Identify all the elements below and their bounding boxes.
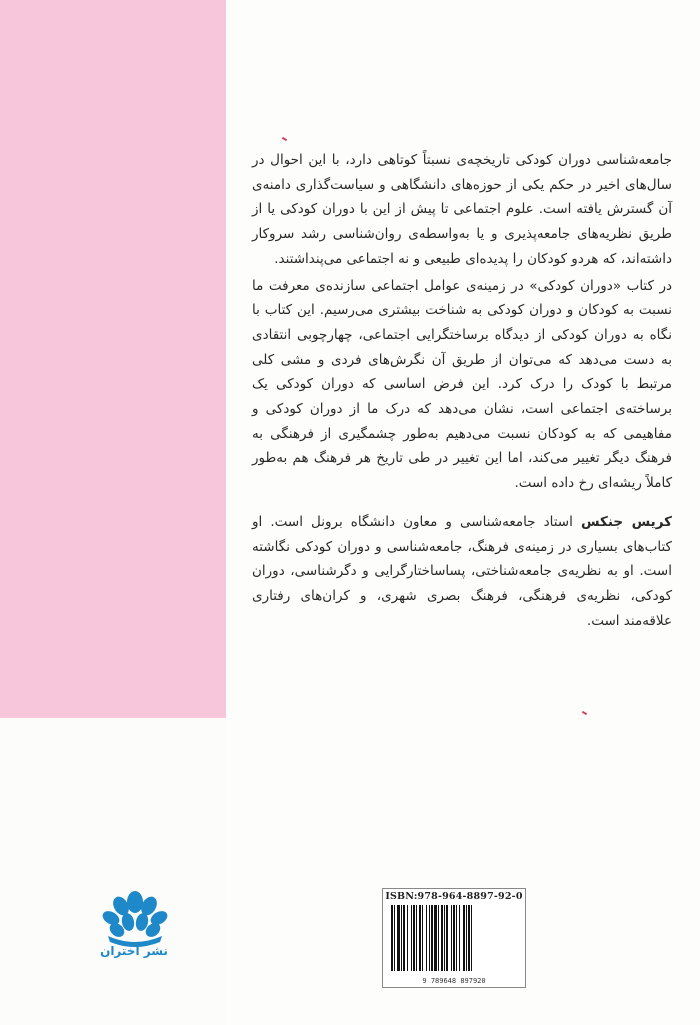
barcode-icon: [391, 905, 517, 971]
publisher-name: نشر اختران: [100, 944, 168, 958]
barcode-digits: 9 789648 897920: [422, 977, 486, 985]
lower-left-margin: [0, 718, 226, 1025]
barcode-bar: [472, 905, 474, 971]
author-name: کریس جنکس: [580, 513, 672, 530]
isbn-label: ISBN:978-964-8897-92-0: [385, 891, 523, 902]
author-bio: استاد جامعه‌شناسی و معاون دانشگاه برونل است. او کتاب‌های بسیاری در زمینه‌ی فرهنگ، جامعه‌شناسی و دوران کودکی نگاشته است. او به نظریه‌ی جامعه‌شناختی، پسا‌ساختارگرایی و دگرشناسی، دوران کودکی، نظریه‌ی فرهنگی، فرهنگ بصری شهری، و کران‌های رفتاری علاقه‌مند است.: [252, 513, 672, 629]
isbn-barcode-box: [382, 888, 526, 988]
blurb-paragraph-2: در کتاب «دوران کودکی» در زمینه‌ی عوامل اجتماعی سازنده‌ی معرفت ما نسبت به کودکان و دوران کودکی به شناخت بیشتری می‌رسیم. این کتاب با نگاه به دوران کودکی از دیدگاه برساختگرایی اجتماعی، چهارچوبی انتقادی به دست می‌دهد که می‌توان از طریق آن نگرش‌های فردی و مشی کلی مرتبط با کودک را درک کرد. این فرض اساسی که دوران کودکی یک برساخته‌ی اجتماعی است، نشان می‌دهد که درک ما از دوران کودکی و مفاهیمی که به کودکان نسبت می‌دهیم به‌طور چشمگیری از فرهنگی به فرهنگ دیگر تغییر می‌کند، اما این تغییر در طی تاریخ هر فرهنگ هم به‌طور کاملاً ریشه‌ای رخ داده است.: [252, 277, 672, 492]
blurb-paragraph-1: جامعه‌شناسی دوران کودکی تاریخچه‌ی نسبتاً کوتاهی دارد، با این احوال در سال‌های اخیر در حکم یکی از حوزه‌های دانشگاهی و سیاست‌گذاری دامنه‌ی آن گسترش یافته است. علوم اجتماعی تا پیش از این با دوران کودکی یا از طریق نظریه‌های جامعه‌پذیری و یا به‌واسطه‌ی روان‌شناسی رشد سروکار داشته‌اند، که هردو کودکان را پدیده‌ای طبیعی و نه اجتماعی می‌پنداشتند.: [252, 152, 672, 267]
blurb-text: [252, 148, 672, 633]
pink-color-panel: [0, 0, 226, 718]
author-paragraph: [252, 510, 672, 634]
